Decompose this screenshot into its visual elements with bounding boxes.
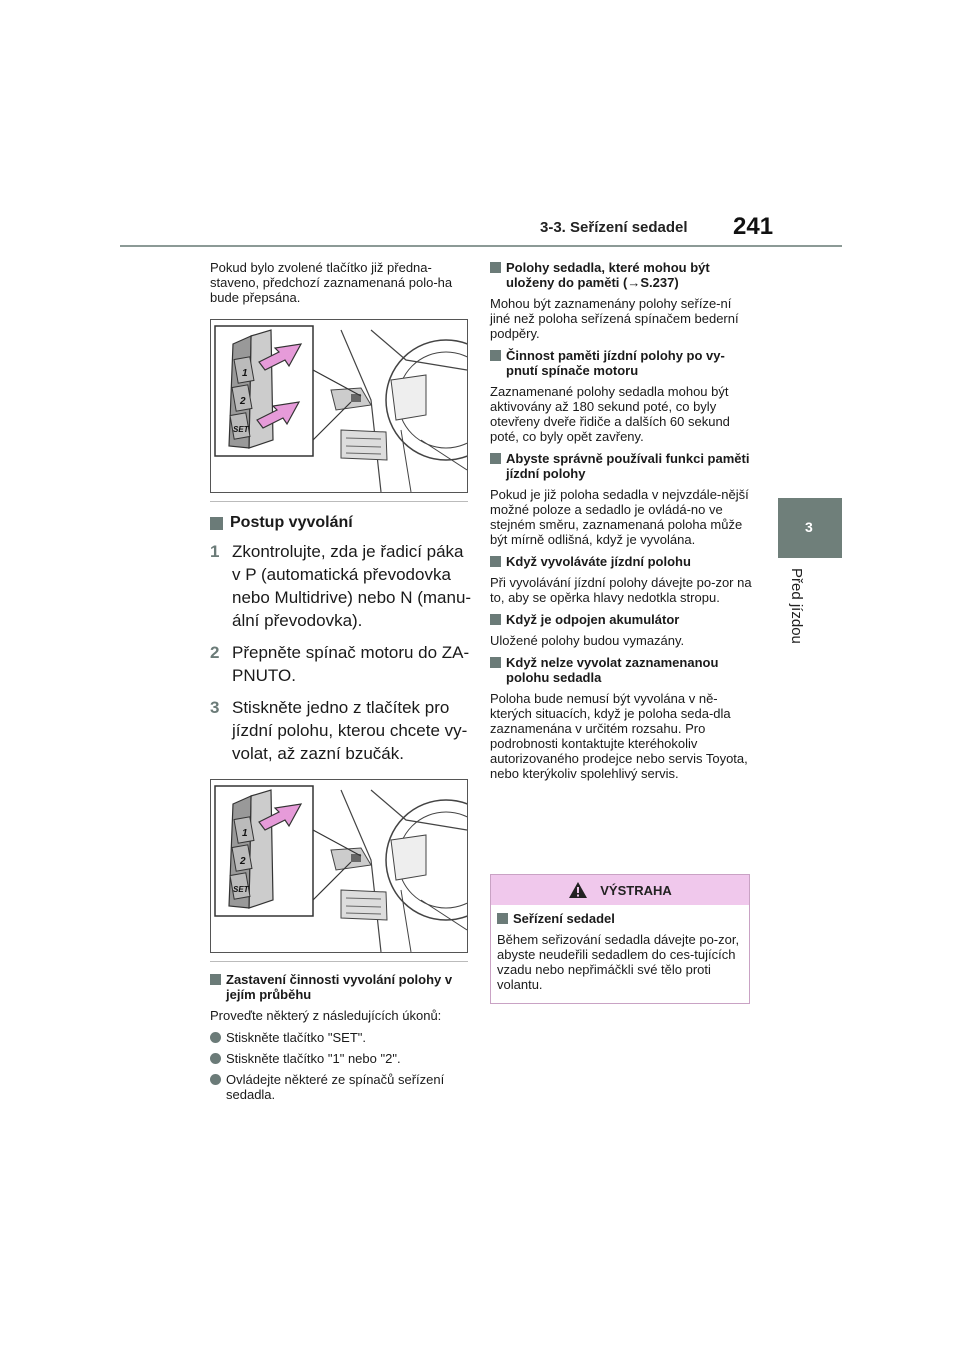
header-rule — [120, 245, 842, 247]
warning-heading — [497, 911, 743, 926]
intro-text: Pokud bylo zvolené tlačítko již předna-staveno, předchozí zaznamenaná polo-ha bude přepsána. — [210, 260, 453, 305]
step-2 — [210, 641, 472, 687]
section-square-icon — [490, 614, 501, 625]
step-1 — [210, 540, 472, 632]
chapter-label: Před jízdou — [788, 568, 805, 644]
section-square-icon — [490, 262, 501, 273]
bullet-text: Stiskněte tlačítko "SET". — [226, 1030, 367, 1045]
bullet-dot-icon — [210, 1074, 221, 1085]
info-heading — [490, 348, 752, 378]
info-heading — [490, 554, 752, 569]
info-text: Mohou být zaznamenány polohy seříze-ní jiné než poloha seřízená spínačem bederní podpěry. — [490, 296, 739, 341]
button-label-1: 1 — [242, 828, 248, 839]
bullet-dot-icon — [210, 1032, 221, 1043]
step-text: Přepněte spínač motoru do ZA-PNUTO. — [232, 643, 470, 685]
recall-heading-text: Postup vyvolání — [230, 514, 353, 531]
stop-bullet — [210, 1030, 472, 1045]
chapter-number: 3 — [805, 519, 813, 535]
figure-rule — [210, 961, 468, 962]
bullet-text: Ovládejte některé ze spínačů seřízení sedadla. — [226, 1072, 445, 1102]
button-label-set: SET — [233, 885, 249, 894]
step-number: 2 — [210, 643, 220, 662]
section-square-icon — [490, 453, 501, 464]
page-number: 241 — [733, 213, 774, 240]
chapter-tab — [778, 498, 842, 558]
info-heading-text: Když vyvoláváte jízdní polohu — [506, 554, 691, 569]
button-label-2: 2 — [240, 396, 246, 407]
info-text: Uložené polohy budou vymazány. — [490, 633, 685, 648]
info-text: Zaznamenané polohy sedadla mohou být aktivovány až 180 sekund poté, co byly otevřeny dveře řidiče a dalších 60 sekund poté, co byly opět zavřeny. — [490, 384, 730, 444]
stop-bullet — [210, 1051, 472, 1066]
right-column — [490, 260, 752, 788]
button-label-2: 2 — [240, 856, 246, 867]
bullet-dot-icon — [210, 1053, 221, 1064]
info-text: Při vyvolávání jízdní polohy dávejte po-zor na to, aby se opěrka hlavy nedotkla stropu. — [490, 575, 752, 605]
button-label-set: SET — [233, 425, 249, 434]
bullet-text: Stiskněte tlačítko "1" nebo "2". — [226, 1051, 401, 1066]
left-column — [210, 260, 472, 1108]
warning-body — [491, 905, 749, 992]
warning-title: VÝSTRAHA — [600, 882, 672, 898]
section-square-icon — [490, 350, 501, 361]
warning-header — [491, 875, 749, 905]
warning-triangle-icon — [568, 881, 588, 899]
info-heading — [490, 612, 752, 627]
section-title: 3-3. Seřízení sedadel — [540, 219, 688, 236]
info-text: Poloha bude nemusí být vyvolána v ně-kterých situacích, když je poloha seda-dla zaznamenána v určitém rozsahu. Pro podrobnosti kontaktujte kteréhokoliv autorizovaného prodejce nebo servis Toyota, nebo kterýkoliv spolehlivý servis. — [490, 691, 748, 781]
seat-memory-illustration-1 — [211, 320, 467, 492]
warning-heading-text: Seřízení sedadel — [513, 911, 615, 926]
info-heading-text: Když je odpojen akumulátor — [506, 612, 680, 627]
section-square-icon — [210, 517, 223, 530]
figure-memory-buttons-recall — [210, 779, 468, 953]
section-square-icon — [490, 657, 501, 668]
stop-heading-text: Zastavení činnosti vyvolání polohy v jejím průběhu — [226, 972, 453, 1002]
info-heading — [490, 451, 752, 481]
button-label-1: 1 — [242, 368, 248, 379]
seat-memory-illustration-2 — [211, 780, 467, 952]
info-heading-text: Činnost paměti jízdní polohy po vy-pnutí spínače motoru — [506, 348, 725, 378]
info-heading-text: Abyste správně používali funkci paměti jízdní polohy — [506, 451, 750, 481]
info-heading — [490, 655, 752, 685]
info-heading-text: Polohy sedadla, které mohou být uloženy do paměti (→S.237) — [506, 260, 710, 290]
recall-heading — [210, 514, 472, 532]
section-square-icon — [210, 974, 221, 985]
step-3 — [210, 696, 472, 765]
stop-heading — [210, 972, 472, 1002]
step-text: Zkontrolujte, zda je řadicí páka v P (automatická převodovka nebo Multidrive) nebo N (manu-ální převodovka). — [232, 542, 472, 630]
section-square-icon — [490, 556, 501, 567]
figure-memory-buttons-set — [210, 319, 468, 493]
step-number: 1 — [210, 542, 220, 561]
step-number: 3 — [210, 698, 220, 717]
info-text: Pokud je již poloha sedadla v nejvzdále-nější možné poloze a sedadlo je ovládá-no ve stejném směru, zaznamenaná poloha může být mírně odlišná, když je vyvolána. — [490, 487, 749, 547]
info-heading — [490, 260, 752, 290]
stop-intro: Proveďte některý z následujících úkonů: — [210, 1008, 442, 1023]
stop-bullet — [210, 1072, 472, 1102]
warning-text: Během seřizování sedadla dávejte po-zor, abyste neudeřili sedadlem do ces-tujících vzadu nebo nepřimáčkli své tělo proti volantu. — [497, 932, 740, 992]
warning-box — [490, 874, 750, 1004]
info-heading-text: Když nelze vyvolat zaznamenanou polohu sedadla — [506, 655, 719, 685]
step-text: Stiskněte jedno z tlačítek pro jízdní polohu, kterou chcete vy-volat, až zazní bzučák. — [232, 698, 468, 763]
section-square-icon — [497, 913, 508, 924]
figure-rule — [210, 501, 468, 502]
